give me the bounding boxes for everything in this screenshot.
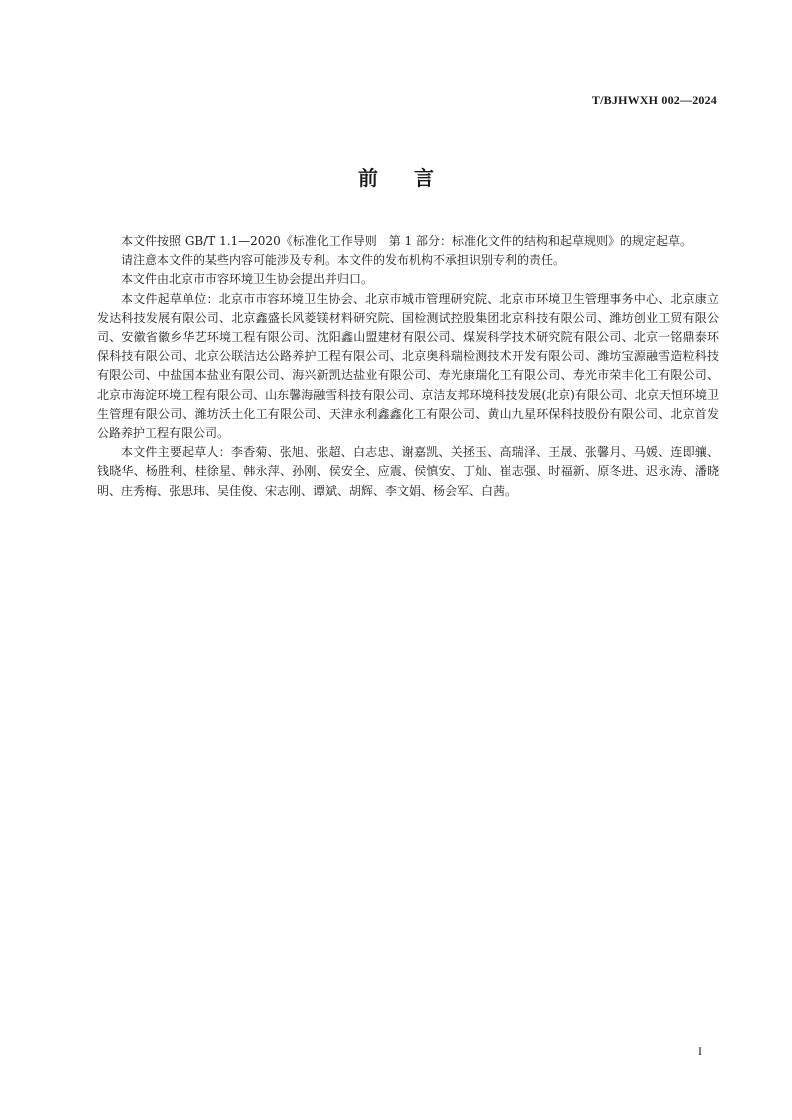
foreword-body (97, 232, 719, 501)
paragraph-drafting-units: 本文件起草单位：北京市市容环境卫生协会、北京市城市管理研究院、北京市环境卫生管理事务中心、北京康立发达科技发展有限公司、北京鑫盛长风菱镁材料研究院、国检测试控股集团北京科技有限公司、潍坊创业工贸有限公司、安徽省徽乡华艺环境工程有限公司、沈阳鑫山盟建材有限公司、煤炭科学技术研究院有限公司、北京一铭鼎泰环保科技有限公司、北京公联洁达公路养护工程有限公司、北京奥科瑞检测技术开发有限公司、潍坊宝源融雪造粒科技有限公司、中盐国本盐业有限公司、海兴新凯达盐业有限公司、寿光康瑞化工有限公司、寿光市荣丰化工有限公司、北京市海淀环境工程有限公司、山东馨海融雪科技有限公司、京洁友邦环境科技发展(北京)有限公司、北京天恒环境卫生管理有限公司、潍坊沃土化工有限公司、天津永利鑫鑫化工有限公司、黄山九星环保科技股份有限公司、北京首发公路养护工程有限公司。 (97, 291, 719, 441)
page-number: I (698, 1044, 702, 1058)
paragraph-patent-notice: 请注意本文件的某些内容可能涉及专利。本文件的发布机构不承担识别专利的责任。 (121, 253, 566, 268)
paragraph-proposer: 本文件由北京市市容环境卫生协会提出并归口。 (121, 272, 374, 287)
standard-code: T/BJHWXH 002—2024 (591, 93, 717, 107)
paragraph-drafters: 本文件主要起草人：李香菊、张旭、张超、白志忠、谢嘉凯、关拯玉、高瑞泽、王晟、张馨月、马媛、连即骧、钱晓华、杨胜利、桂徐星、韩永萍、孙刚、侯安全、应震、侯慎安、丁灿、崔志强、时福新、原冬进、迟永涛、潘晓明、庄秀梅、张思玮、吴佳俊、宋志刚、谭斌、胡辉、李文娟、杨会军、白茜。 (97, 445, 719, 498)
page-title: 前言 (358, 166, 470, 190)
paragraph-drafting-rules: 本文件按照 GB/T 1.1—2020《标准化工作导则 第 1 部分：标准化文件的结构和起草规则》的规定起草。 (121, 234, 692, 248)
